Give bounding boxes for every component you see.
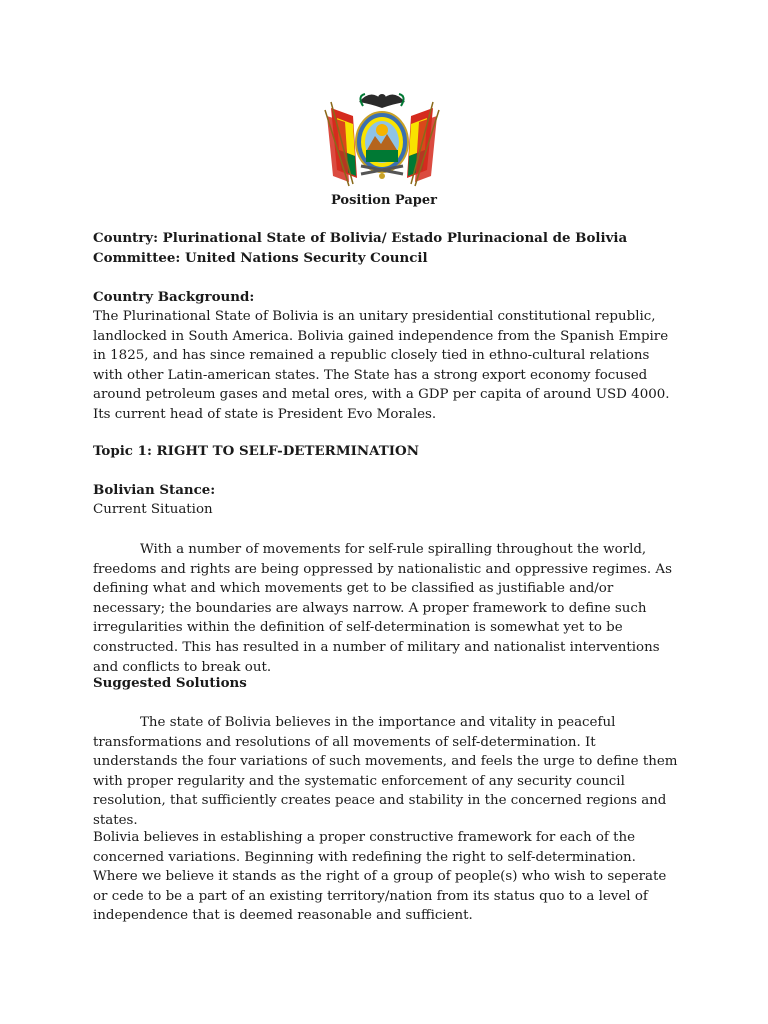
solutions-paragraph-1: The state of Bolivia believes in the importance and vitality in peaceful transformations and resolutions of all movements of self-determination. It understands the four variations of such movements, and feels the urge to define them with proper regularity and the systematic enforcement of any security council resolution, that sufficiently creates peace and stability in the concerned regions and states. xyxy=(93,715,678,828)
flags-left xyxy=(325,102,357,186)
topic-heading: Topic 1: RIGHT TO SELF-DETERMINATION xyxy=(93,443,419,459)
flags-right xyxy=(407,102,439,186)
solutions-heading: Suggested Solutions xyxy=(93,675,247,691)
condor-icon xyxy=(359,94,405,108)
solutions-paragraph-2: Bolivia believes in establishing a proper constructive framework for each of the concerned variations. Beginning with redefining the right to self-determination. Where we believe it stands as the right of a group of people(s) who wish to seperate or cede to be a part of an existing territory/nation from its status quo to a level of independence that is deemed reasonable and sufficient. xyxy=(93,830,667,924)
coat-of-arms-icon xyxy=(323,86,441,188)
country-line: Country: Plurinational State of Bolivia/ Estado Plurinacional de Bolivia xyxy=(93,230,628,246)
background-text: The Plurinational State of Bolivia is an unitary presidential constitutional republic, landlocked in South America. Bolivia gained independence from the Spanish Empire in 1825, and has since remained a republic closely tied in ethno-cultural relations with other Latin-american states. The State has a strong export economy focused around petroleum gases and metal ores, with a GDP per capita of around USD 4000. Its current head of state is President Evo Morales. xyxy=(93,309,670,422)
background-heading: Country Background: xyxy=(93,289,255,305)
committee-line: Committee: United Nations Security Council xyxy=(93,250,428,266)
shield-icon xyxy=(356,112,408,172)
current-situation-text: With a number of movements for self-rule spiralling throughout the world, freedoms and rights are being oppressed by nationalistic and oppressive regimes. As defining what and which movements get to be classified as justifiable and/or necessary; the boundaries are always narrow. A proper framework to define such irregularities within the definition of self-determination is somewhat yet to be constructed. This has resulted in a number of military and nationalist interventions and conflicts to break out. xyxy=(93,542,672,675)
current-situation-label: Current Situation xyxy=(93,502,213,517)
stance-heading: Bolivian Stance: xyxy=(93,482,216,498)
document-title: Position Paper xyxy=(330,193,437,208)
